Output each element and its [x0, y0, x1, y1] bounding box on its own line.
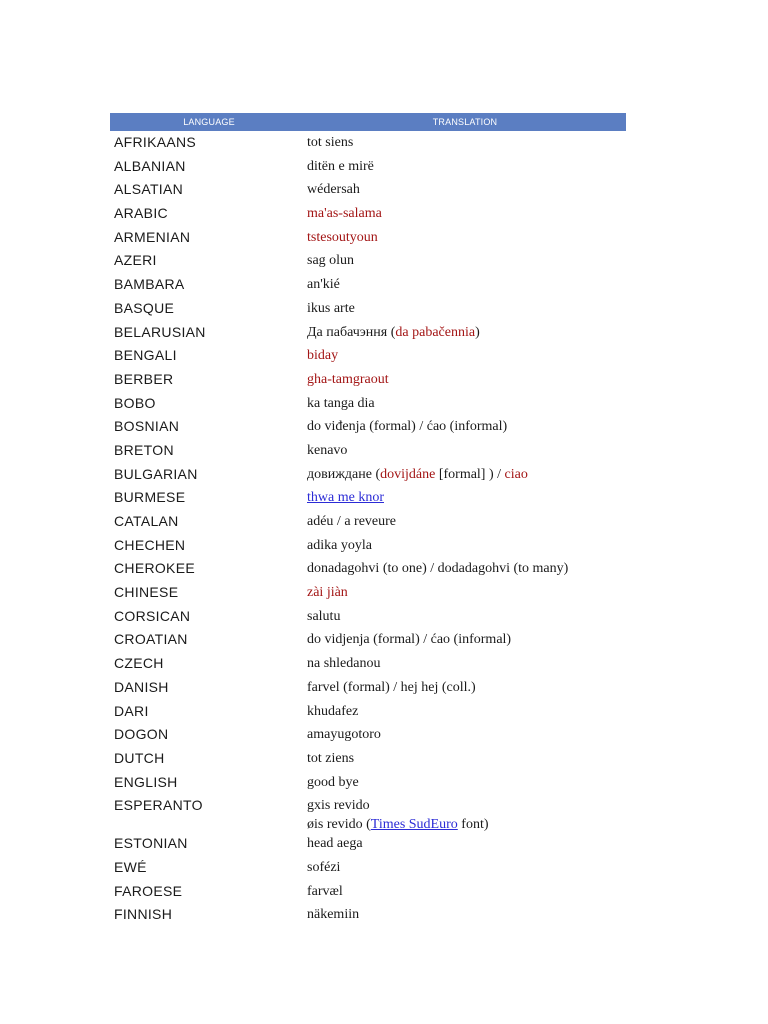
translation-line	[307, 882, 626, 901]
table-row	[110, 465, 626, 489]
header-language: LANGUAGE	[183, 117, 235, 127]
translation-cell	[307, 858, 626, 877]
translation-cell	[307, 630, 626, 649]
translation-text: do vidjenja (formal) / ćao (informal)	[307, 632, 512, 648]
translation-line	[307, 796, 626, 815]
translation-cell	[307, 299, 626, 318]
translation-cell	[307, 702, 626, 721]
translation-line	[307, 654, 626, 673]
translation-text: ka tanga dia	[307, 395, 375, 411]
table-header	[110, 113, 626, 131]
translation-line	[307, 346, 626, 365]
translation-cell	[307, 465, 626, 484]
language-cell: CHINESE	[114, 584, 179, 601]
header-translation: TRANSLATION	[432, 117, 498, 127]
table-row	[110, 630, 626, 654]
translation-line	[307, 583, 626, 602]
language-cell: BOBO	[114, 394, 156, 411]
table-row	[110, 607, 626, 631]
translation-text: an'kié	[307, 277, 340, 293]
translation-cell	[307, 725, 626, 744]
language-cell: FINNISH	[114, 906, 173, 923]
translation-text: sag olun	[307, 253, 355, 269]
translation-line	[307, 180, 626, 199]
translation-line	[307, 133, 626, 152]
table-row	[110, 773, 626, 797]
translation-cell	[307, 488, 626, 507]
translation-line	[307, 858, 626, 877]
translation-line	[307, 204, 626, 223]
translation-cell	[307, 882, 626, 901]
transliteration-text: ciao	[504, 466, 528, 482]
table-row	[110, 441, 626, 465]
transliteration-text: gha-tamgraout	[307, 371, 389, 387]
translation-line	[307, 630, 626, 649]
translation-cell	[307, 749, 626, 768]
language-cell: DUTCH	[114, 749, 165, 766]
translation-cell	[307, 133, 626, 152]
translation-line	[307, 607, 626, 626]
transliteration-text: biday	[307, 348, 339, 364]
translation-cell	[307, 204, 626, 223]
translation-line	[307, 702, 626, 721]
goodbye-translation-table	[110, 113, 626, 929]
language-cell: CHECHEN	[114, 536, 186, 553]
language-cell: AZERI	[114, 252, 157, 269]
language-cell: AFRIKAANS	[114, 134, 197, 150]
language-cell: BRETON	[114, 441, 174, 458]
translation-line	[307, 488, 626, 507]
translation-text: na shledanou	[307, 656, 381, 672]
table-row	[110, 512, 626, 536]
translation-cell	[307, 834, 626, 853]
translation-line	[307, 559, 626, 578]
translation-line	[307, 441, 626, 460]
table-row	[110, 251, 626, 275]
language-cell: DANISH	[114, 678, 169, 695]
table-row	[110, 654, 626, 678]
translation-text: kenavo	[307, 442, 348, 458]
translation-text: tot ziens	[307, 750, 355, 766]
translation-text: donadagohvi (to one) / dodadagohvi (to many)	[307, 561, 569, 577]
translation-text: farvæl	[307, 883, 343, 899]
table-row	[110, 157, 626, 181]
translation-cell	[307, 559, 626, 578]
table-row	[110, 370, 626, 394]
translation-text: øis revido (	[307, 817, 371, 833]
translation-line	[307, 725, 626, 744]
table-row	[110, 323, 626, 347]
table-row	[110, 559, 626, 583]
translation-link[interactable]: thwa me knor	[307, 490, 384, 506]
translation-line	[307, 749, 626, 768]
translation-cell	[307, 417, 626, 436]
language-cell: ALBANIAN	[114, 157, 186, 174]
table-row	[110, 228, 626, 252]
language-cell: CHEROKEE	[114, 560, 195, 577]
table-row	[110, 346, 626, 370]
translation-text: )	[475, 324, 480, 340]
language-cell: ALSATIAN	[114, 181, 184, 198]
table-row	[110, 725, 626, 749]
translation-line	[307, 905, 626, 924]
translation-cell	[307, 536, 626, 555]
translation-cell	[307, 607, 626, 626]
translation-cell	[307, 346, 626, 365]
translation-cell	[307, 654, 626, 673]
table-row	[110, 858, 626, 882]
translation-cell	[307, 441, 626, 460]
table-row	[110, 204, 626, 228]
language-cell: BERBER	[114, 370, 174, 387]
translation-text: tot siens	[307, 135, 354, 150]
language-cell: BELARUSIAN	[114, 323, 206, 340]
transliteration-text: tstesoutyoun	[307, 229, 378, 245]
table-row	[110, 905, 626, 929]
language-cell: BAMBARA	[114, 276, 185, 293]
translation-text: adéu / a reveure	[307, 514, 396, 529]
language-cell: DOGON	[114, 726, 169, 743]
table-row	[110, 417, 626, 441]
language-cell: CATALAN	[114, 513, 179, 529]
language-cell: CORSICAN	[114, 607, 191, 624]
translation-text: do viđenja (formal) / ćao (informal)	[307, 419, 508, 435]
transliteration-text: ma'as-salama	[307, 206, 382, 222]
table-row	[110, 583, 626, 607]
translation-line	[307, 275, 626, 294]
translation-line	[307, 299, 626, 318]
translation-line	[307, 394, 626, 413]
table-row	[110, 133, 626, 157]
transliteration-text: zài jiàn	[307, 585, 348, 601]
translation-line	[307, 323, 626, 342]
translation-text: ikus arte	[307, 300, 355, 316]
translation-cell	[307, 370, 626, 389]
table-row	[110, 299, 626, 323]
translation-line	[307, 536, 626, 555]
translation-text: довиждане (	[307, 466, 381, 482]
language-cell: EWÉ	[114, 858, 147, 875]
language-cell: ENGLISH	[114, 773, 178, 790]
translation-line	[307, 370, 626, 389]
translation-cell	[307, 180, 626, 199]
translation-line	[307, 815, 626, 834]
translation-line	[307, 228, 626, 247]
translation-line	[307, 834, 626, 853]
translation-line	[307, 157, 626, 176]
transliteration-text: da pabačennia	[395, 324, 476, 340]
translation-link[interactable]: Times SudEuro	[370, 817, 458, 833]
translation-text: näkemiin	[307, 907, 360, 923]
translation-cell	[307, 275, 626, 294]
translation-text: amayugotoro	[307, 727, 381, 743]
table-row	[110, 796, 626, 834]
translation-text: adika yoyla	[307, 537, 372, 553]
language-cell: FAROESE	[114, 882, 183, 899]
translation-text: good bye	[307, 774, 359, 790]
language-cell: ESTONIAN	[114, 835, 188, 852]
table-row	[110, 702, 626, 726]
translation-cell	[307, 323, 626, 342]
translation-line	[307, 678, 626, 697]
translation-line	[307, 417, 626, 436]
translation-text: Да пабачэння (	[307, 324, 396, 340]
language-cell: CROATIAN	[114, 631, 188, 648]
translation-text: gxis revido	[307, 798, 370, 814]
table-row	[110, 678, 626, 702]
translation-cell	[307, 678, 626, 697]
translation-text: khudafez	[307, 703, 359, 719]
translation-cell	[307, 773, 626, 792]
translation-cell	[307, 251, 626, 270]
language-cell: BENGALI	[114, 347, 177, 364]
translation-cell	[307, 512, 626, 531]
translation-cell	[307, 228, 626, 247]
translation-cell	[307, 905, 626, 924]
translation-text: salutu	[307, 608, 341, 624]
translation-cell	[307, 796, 626, 834]
table-row	[110, 488, 626, 512]
language-cell: ARABIC	[114, 205, 168, 222]
translation-line	[307, 512, 626, 531]
translation-cell	[307, 583, 626, 602]
language-cell: BOSNIAN	[114, 418, 180, 435]
translation-line	[307, 465, 626, 484]
table-row	[110, 275, 626, 299]
translation-cell	[307, 157, 626, 176]
translation-text: wédersah	[307, 182, 360, 198]
table-body	[110, 133, 626, 929]
transliteration-text: dovijdáne	[380, 466, 436, 482]
language-cell: ARMENIAN	[114, 228, 191, 245]
language-cell: BASQUE	[114, 299, 175, 316]
translation-line	[307, 773, 626, 792]
translation-text: sofézi	[307, 859, 341, 875]
language-cell: CZECH	[114, 655, 164, 672]
table-row	[110, 834, 626, 858]
language-cell: ESPERANTO	[114, 797, 203, 814]
translation-text: ditën e mirë	[307, 158, 374, 174]
table-row	[110, 394, 626, 418]
translation-text: [formal] ) /	[435, 466, 505, 482]
language-cell: BURMESE	[114, 489, 186, 506]
table-row	[110, 882, 626, 906]
table-row	[110, 749, 626, 773]
language-cell: DARI	[114, 702, 149, 719]
translation-text: font)	[457, 817, 489, 833]
translation-cell	[307, 394, 626, 413]
translation-text: farvel (formal) / hej hej (coll.)	[307, 679, 476, 695]
language-cell: BULGARIAN	[114, 465, 198, 482]
translation-text: head aega	[307, 836, 363, 852]
translation-line	[307, 251, 626, 270]
table-row	[110, 536, 626, 560]
table-row	[110, 180, 626, 204]
